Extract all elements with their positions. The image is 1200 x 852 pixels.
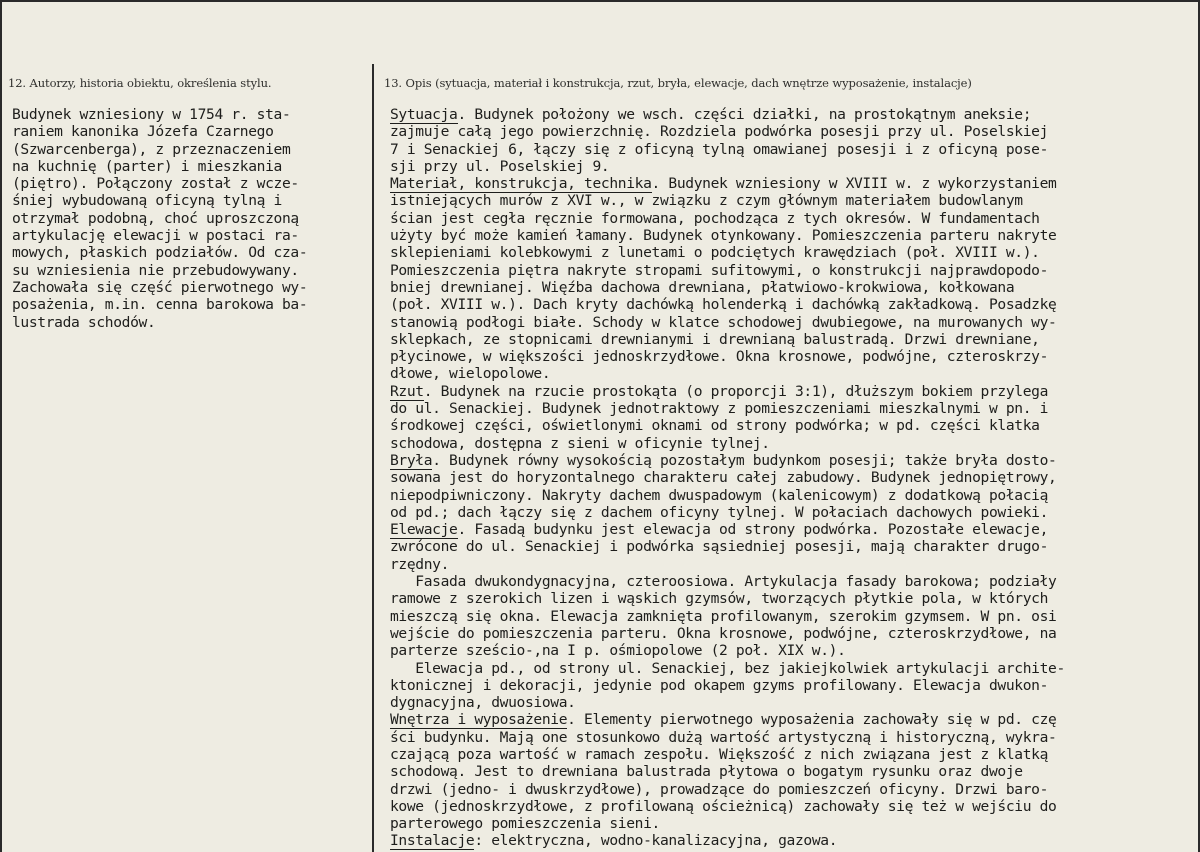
line-text: dłowe, wielopolowe. (390, 365, 551, 383)
description-line (390, 798, 1065, 815)
line-text: sowana jest do horyzontalnego charakteru całej zabudowy. Budynek jednopiętrowy, (390, 469, 1057, 487)
description-text (390, 106, 1065, 850)
section-label: Bryła (390, 451, 433, 469)
line-text: sji przy ul. Poselskiej 9. (390, 157, 610, 175)
description-line (390, 227, 1065, 244)
description-line (390, 123, 1065, 140)
description-line (390, 556, 1065, 573)
line-text: istniejących murów z XVI w., w związku z czym głównym materiałem budowlanym (390, 192, 1023, 210)
description-line (390, 158, 1065, 175)
line-text: . Elementy pierwotnego wyposażenia zachowały się w pd. czę (567, 711, 1057, 729)
description-line (390, 435, 1065, 452)
line-text: schodową. Jest to drewniana balustrada płytowa o bogatym rysunku oraz dwoje (390, 763, 1023, 781)
line-text: środkowej części, oświetlonymi oknami od strony podwórka; w pd. części klatka (390, 417, 1040, 435)
description-line (390, 487, 1065, 504)
description-line (390, 296, 1065, 313)
line-text: Fasada dwukondygnacyjna, czteroosiowa. Artykulacja fasady barokowa; podziały (390, 573, 1057, 591)
history-line: lustrada schodów. (12, 313, 156, 331)
description-line (390, 331, 1065, 348)
section-label: Wnętrza i wyposażenie (390, 711, 568, 729)
line-text: zwrócone do ul. Senackiej i podwórka sąsiedniej posesji, mają charakter drugo- (390, 538, 1049, 556)
description-line (390, 781, 1065, 798)
line-text: stanowią podłogi białe. Schody w klatce schodowej dwubiegowe, na murowanych wy- (390, 313, 1057, 331)
line-text: . Budynek równy wysokością pozostałym budynkom posesji; także bryła dosto- (432, 451, 1057, 469)
line-text: ramowe z szerokich lizen i wąskich gzymsów, tworzących płytkie pola, w których (390, 590, 1049, 608)
line-text: parterze sześcio-,na I p. ośmiopolowe (2 poł. XIX w.). (390, 642, 846, 660)
line-text: użyty być może kamień łamany. Budynek otynkowany. Pomieszczenia parteru nakryte (390, 227, 1057, 245)
line-text: . Budynek na rzucie prostokąta (o proporcji 3:1), dłuższym bokiem przylega (423, 382, 1049, 400)
line-text: parterowego pomieszczenia sieni. (390, 815, 660, 833)
line-text: rzędny. (390, 555, 450, 573)
description-line (390, 314, 1065, 331)
section-label: Materiał, konstrukcja, technika (390, 175, 652, 193)
description-line (390, 711, 1065, 728)
description-line (390, 175, 1065, 192)
section-label: Instalacje (390, 832, 475, 850)
description-line (390, 694, 1065, 711)
history-line: Budynek wzniesiony w 1754 r. sta- (12, 106, 291, 123)
line-text: sklepkach, ze stopnicami drewnianymi i drewnianą balustradą. Drzwi drewniane, (390, 330, 1040, 348)
description-line (390, 192, 1065, 209)
description-line (390, 383, 1065, 400)
history-line: (Szwarcenberga), z przeznaczeniem (12, 140, 291, 158)
line-text: . Fasadą budynku jest elewacja od strony podwórka. Pozostałe elewacje, (457, 521, 1049, 539)
description-line (390, 815, 1065, 832)
line-text: czającą poza wartość w ramach zespołu. Większość z nich związana jest z klatką (390, 745, 1049, 763)
history-line: posażenia, m.in. cenna barokowa ba- (12, 296, 308, 314)
description-line (390, 590, 1065, 607)
description-line (390, 279, 1065, 296)
line-text: sklepieniami kolebkowymi z lunetami o podciętych krawędziach (poł. XVIII w.). (390, 244, 1040, 262)
section-13-heading: 13. Opis (sytuacja, materiał i konstrukcja, rzut, bryła, elewacje, dach wnętrze wyposażenie, instalacje) (384, 76, 972, 90)
description-line (390, 521, 1065, 538)
line-text: Elewacja pd., od strony ul. Senackiej, bez jakiejkolwiek artykulacji archite- (390, 659, 1065, 677)
description-line (390, 832, 1065, 849)
line-text: ktonicznej i dekoracji, jedynie pod okapem gzyms profilowany. Elewacja dwukon- (390, 676, 1049, 694)
line-text: wejście do pomieszczenia parteru. Okna krosnowe, podwójne, czteroskrzydłowe, na (390, 624, 1057, 642)
description-line (390, 141, 1065, 158)
line-text: . Budynek wzniesiony w XVIII w. z wykorzystaniem (651, 175, 1057, 193)
history-text (12, 106, 307, 331)
description-line (390, 452, 1065, 469)
description-line (390, 660, 1065, 677)
line-text: 7 i Senackiej 6, łączy się z oficyną tylną omawianej posesji i z oficyną pose- (390, 140, 1049, 158)
description-line (390, 106, 1065, 123)
section-label: Rzut (390, 382, 424, 400)
description-line (390, 469, 1065, 486)
line-text: bniej drewnianej. Więźba dachowa drewniana, płatwiowo-krokwiowa, kołkowana (390, 278, 1015, 296)
description-line (390, 262, 1065, 279)
history-line: raniem kanonika Józefa Czarnego (12, 123, 274, 141)
section-label: Sytuacja (390, 106, 458, 123)
history-line: Zachowała się część pierwotnego wy- (12, 278, 308, 296)
line-text: dygnacyjna, dwuosiowa. (390, 694, 576, 712)
line-text: schodowa, dostępna z sieni w oficynie tylnej. (390, 434, 770, 452)
line-text: zajmuje całą jego powierzchnię. Rozdziela podwórka posesji przy ul. Poselskiej (390, 123, 1049, 141)
description-line (390, 365, 1065, 382)
description-line (390, 504, 1065, 521)
line-text: płycinowe, w większości jednoskrzydłowe. Okna krosnowe, podwójne, czteroskrzy- (390, 348, 1049, 366)
line-text: niepodpiwniczony. Nakryty dachem dwuspadowym (kalenicowym) z dodatkową połacią (390, 486, 1049, 504)
description-line (390, 210, 1065, 227)
section-12-heading: 12. Autorzy, historia obiektu, określenia stylu. (8, 76, 272, 90)
line-text: ści budynku. Mają one stosunkowo dużą wartość artystyczną i historyczną, wykra- (390, 728, 1057, 746)
description-line (390, 729, 1065, 746)
history-line: mowych, płaskich podziałów. Od cza- (12, 244, 308, 262)
description-line (390, 573, 1065, 590)
line-text: od pd.; dach łączy się z dachem oficyny tylnej. W połaciach dachowych powieki. (390, 503, 1049, 521)
line-text: do ul. Senackiej. Budynek jednotraktowy z pomieszczeniami mieszkalnymi w pn. i (390, 400, 1049, 418)
line-text: . Budynek położony we wsch. części działki, na prostokątnym aneksie; (457, 106, 1032, 123)
description-line (390, 642, 1065, 659)
history-line: su wzniesienia nie przebudowywany. (12, 261, 299, 279)
section-label: Elewacje (390, 521, 458, 539)
history-line: na kuchnię (parter) i mieszkania (12, 157, 282, 175)
line-text: mieszczą się okna. Elewacja zamknięta profilowanym, szerokim gzymsem. W pn. osi (390, 607, 1057, 625)
description-line (390, 244, 1065, 261)
line-text: ścian jest cegła ręcznie formowana, pochodząca z tych okresów. W fundamentach (390, 209, 1040, 227)
line-text: drzwi (jedno- i dwuskrzydłowe), prowadzące do pomieszczeń oficyny. Drzwi baro- (390, 780, 1049, 798)
line-text: : elektryczna, wodno-kanalizacyjna, gazowa. (474, 832, 838, 850)
column-divider (372, 64, 374, 852)
description-line (390, 608, 1065, 625)
description-line (390, 348, 1065, 365)
description-line (390, 763, 1065, 780)
history-line: śniej wybudowaną oficyną tylną i (12, 192, 282, 210)
description-line (390, 538, 1065, 555)
line-text: kowe (jednoskrzydłowe, z profilowaną ościeżnicą) zachowały się też w wejściu do (390, 797, 1057, 815)
history-line: artykulację elewacji w postaci ra- (12, 227, 299, 245)
history-line: (piętro). Połączony został z wcze- (12, 175, 299, 193)
description-line (390, 400, 1065, 417)
description-line (390, 677, 1065, 694)
description-line (390, 746, 1065, 763)
line-text: Pomieszczenia piętra nakryte stropami sufitowymi, o konstrukcji najprawdopodo- (390, 261, 1049, 279)
description-line (390, 417, 1065, 434)
line-text: (poł. XVIII w.). Dach kryty dachówką holenderką i dachówką zakładkową. Posadzkę (390, 296, 1057, 314)
description-line (390, 625, 1065, 642)
history-line: otrzymał podobną, choć uproszczoną (12, 209, 299, 227)
